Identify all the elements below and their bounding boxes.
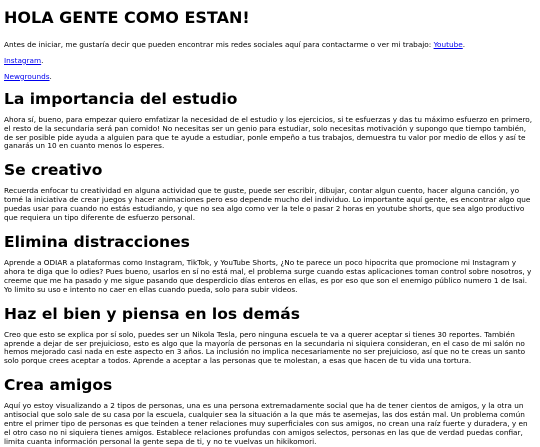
section-heading-distracciones: Elimina distracciones — [4, 232, 190, 251]
instagram-paragraph — [4, 57, 536, 66]
section-heading-haz-el-bien: Haz el bien y piensa en los demás — [4, 304, 300, 323]
section-heading-creativo: Se creativo — [4, 161, 103, 180]
page-title: HOLA GENTE COMO ESTAN! — [4, 8, 250, 27]
newgrounds-link[interactable]: Newgrounds — [4, 71, 50, 81]
instagram-period: . — [41, 55, 44, 65]
newgrounds-paragraph — [4, 73, 536, 82]
intro-text: Antes de iniciar, me gustaría decir que pueden encontrar mis redes sociales aquí para contactarme o ver mi trabajo: — [4, 40, 434, 49]
instagram-link[interactable]: Instagram — [4, 55, 42, 65]
intro-period: . — [462, 40, 466, 49]
intro-paragraph — [4, 41, 536, 50]
section-text-haz-el-bien: Creo que esto se explica por sí solo, puedes ser un Nikola Tesla, pero ninguna escuela te va a querer aceptar si tienes 30 reportes. También aprende a dejar de ser prejuicioso, esto es algo que la mayoría de personas en la secundaria ni siquiera consideran, en el caso de mi salón no hemos mejorado casi nada en este aspecto en 3 años. La inclusión no implica necesariamente no ser prejuicioso, así que no te creas un santo solo porque crees aceptar a todos. Aprende a aceptar a las personas que te molestan, a esas que hacen de tu vida una tortura. — [4, 329, 526, 366]
section-heading-estudio: La importancia del estudio — [4, 89, 238, 108]
section-heading-amigos: Crea amigos — [4, 376, 113, 395]
newgrounds-period: . — [49, 71, 52, 81]
youtube-link[interactable]: Youtube — [433, 40, 463, 49]
section-text-creativo: Recuerda enfocar tu creatividad en alguna actividad que te guste, puede ser escribir, dibujar, contar algun cuento, hacer alguna canción, yo tomé la iniciativa de crear juegos y hacer animaciones pero eso depende mucho del individuo. Lo importante aquí gente, es encontrar algo que puedas usar para cuando no estás estudiando, y que no sea algo como ver la tele o pasar 2 horas en youtube shorts, que sea algo productivo que requiera un tipo diferente de esfuerzo personal. — [4, 186, 531, 223]
section-text-amigos: Aquí yo estoy visualizando a 2 tipos de personas, una es una persona extremadamente social que ha de tener cientos de amigos, y la otra un antisocial que solo sale de su casa por la escuela, cualquier sea la situación a la que más te asemejas, las dos están mal. Un problema común entre el primer tipo de personas es que teinden a tener relaciones muy superficiales con sus amigos, no crean una raíz fuerte y duradera, y en el otro caso no ni siquiera tienes amigos. Establece relaciones profundas con amigos selectos, personas en las que de verdad puedas confiar, limita cuanta información personal la gente sepa de ti, y no te vuelvas un hikikomori. — [4, 401, 528, 446]
section-text-distracciones: Aprende a ODIAR a plataformas como Instagram, TikTok, y YouTube Shorts, ¿No te parece un poco hipocrita que promocione mi Instagram y ahora te diga que lo odies? Pues bueno, usarlos en sí no está mal, el problema surge cuando estas aplicaciones toman control sobre nosotros, y creeme que me ha pasado y me sigue pasando que desperdicio días enteros en ellas, es por eso que son el enemigo público numero 1 de Isai. Yo limito su uso e intento no caer en ellas cuando pueda, solo para subir videos. — [4, 257, 532, 294]
section-text-estudio: Ahora sí, bueno, para empezar quiero emfatizar la necesidad de el estudio y los ejercicios, si te esfuerzas y das tu máximo esfuerzo en primero, el resto de la secundaria será pan comido! No necesitas ser un genio para estudiar, solo necesitas motivación y supongo que tiempo también, de ser posible pide ayuda a alguien para que te ayude a estudiar, ponle empeño a tus trabajos, demuestra tu valor por medio de ellos y así te ganarás un 10 en cuanto menos lo esperes. — [4, 114, 533, 151]
